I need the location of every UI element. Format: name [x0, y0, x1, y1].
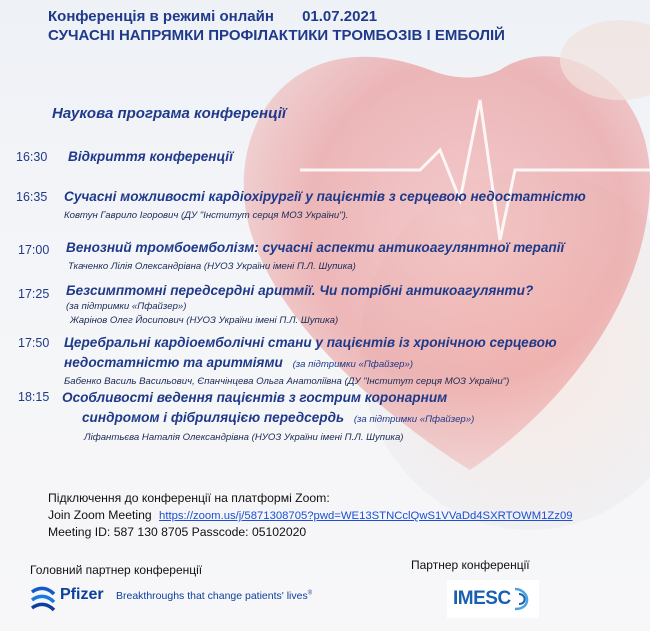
- zoom-join-label: Join Zoom Meeting: [48, 508, 152, 522]
- header-line: [48, 8, 377, 25]
- session-time: 16:30: [16, 150, 48, 164]
- pfizer-slogan: [116, 590, 312, 602]
- conference-title: СУЧАСНІ НАПРЯМКИ ПРОФІЛАКТИКИ ТРОМБОЗІВ І ЕМБОЛІЙ: [48, 27, 505, 44]
- session-topic-line2: [82, 410, 474, 425]
- online-label: Конференція в режимі онлайн: [48, 8, 274, 25]
- session-topic: Сучасні можливості кардіохірургії у пацієнтів з серцевою недостатністю: [64, 189, 586, 204]
- session-time: 18:15: [18, 390, 50, 404]
- partner-label: Партнер конференції: [411, 558, 530, 572]
- session-topic: Відкриття конференції: [68, 149, 233, 164]
- conference-date: 01.07.2021: [302, 8, 378, 25]
- session-time: 17:50: [18, 336, 50, 350]
- imes-logo: [447, 580, 539, 618]
- zoom-intro: Підключення до конференції на платформі Zoom:: [48, 491, 330, 505]
- session-sponsor-note: (за підтримки «Пфайзер»): [66, 301, 187, 312]
- session-speaker: Ковтун Гаврило Ігорович (ДУ "Інститут серця МОЗ України").: [64, 210, 349, 221]
- pfizer-helix-icon: [28, 584, 58, 614]
- zoom-join-line: [48, 508, 573, 522]
- session-speaker: Ліфантьєва Наталія Олександрівна (НУОЗ України імені П.Л. Шупика): [84, 432, 404, 443]
- session-topic-continued: недостатністю та аритміями: [64, 355, 283, 370]
- session-time: 17:25: [18, 287, 50, 301]
- pfizer-logo: [26, 582, 316, 616]
- session-speaker: Ткаченко Лілія Олександрівна (НУОЗ України імені П.Л. Шупика): [68, 261, 356, 272]
- session-speaker: Бабенко Василь Васильович, Єпанчінцева Ольга Анатоліївна (ДУ "Інститут серця МОЗ України"): [64, 376, 510, 387]
- session-time: 17:00: [18, 243, 50, 257]
- zoom-link[interactable]: https://zoom.us/j/5871308705?pwd=WE13STNCclQwS1VVaDd4SXRTOWM1Zz09: [159, 510, 573, 522]
- session-sponsor-note: (за підтримки «Пфайзер»): [292, 359, 414, 370]
- session-sponsor-note: (за підтримки «Пфайзер»): [353, 414, 475, 425]
- imes-arc-icon: [511, 584, 537, 614]
- session-topic: Венозний тромбоемболізм: сучасні аспекти антикоагулянтної терапії: [66, 240, 565, 255]
- imes-wordmark: IMESC: [453, 588, 511, 609]
- session-topic: Особливості ведення пацієнтів з гострим коронарним: [62, 390, 448, 405]
- session-topic: Безсимптомні передсердні аритмії. Чи потрібні антикоагулянти?: [66, 283, 534, 298]
- session-topic: Церебральні кардіоемболічні стани у пацієнтів із хронічною серцевою: [64, 335, 557, 350]
- session-time: 16:35: [16, 190, 48, 204]
- pfizer-registered-mark: ®: [307, 590, 313, 597]
- session-speaker: Жарінов Олег Йосипович (НУОЗ України імені П.Л. Шупика): [70, 315, 339, 326]
- main-partner-label: Головний партнер конференції: [30, 563, 203, 577]
- session-topic-line2: [64, 355, 413, 370]
- session-topic-continued: синдромом і фібриляцією передсердь: [82, 410, 345, 425]
- zoom-meeting-id: Meeting ID: 587 130 8705 Passcode: 05102020: [48, 525, 307, 539]
- pfizer-wordmark: Pfizer: [60, 586, 104, 603]
- program-title: Наукова програма конференції: [52, 105, 287, 122]
- pfizer-slogan-text: Breakthroughs that change patients' lives: [116, 590, 308, 602]
